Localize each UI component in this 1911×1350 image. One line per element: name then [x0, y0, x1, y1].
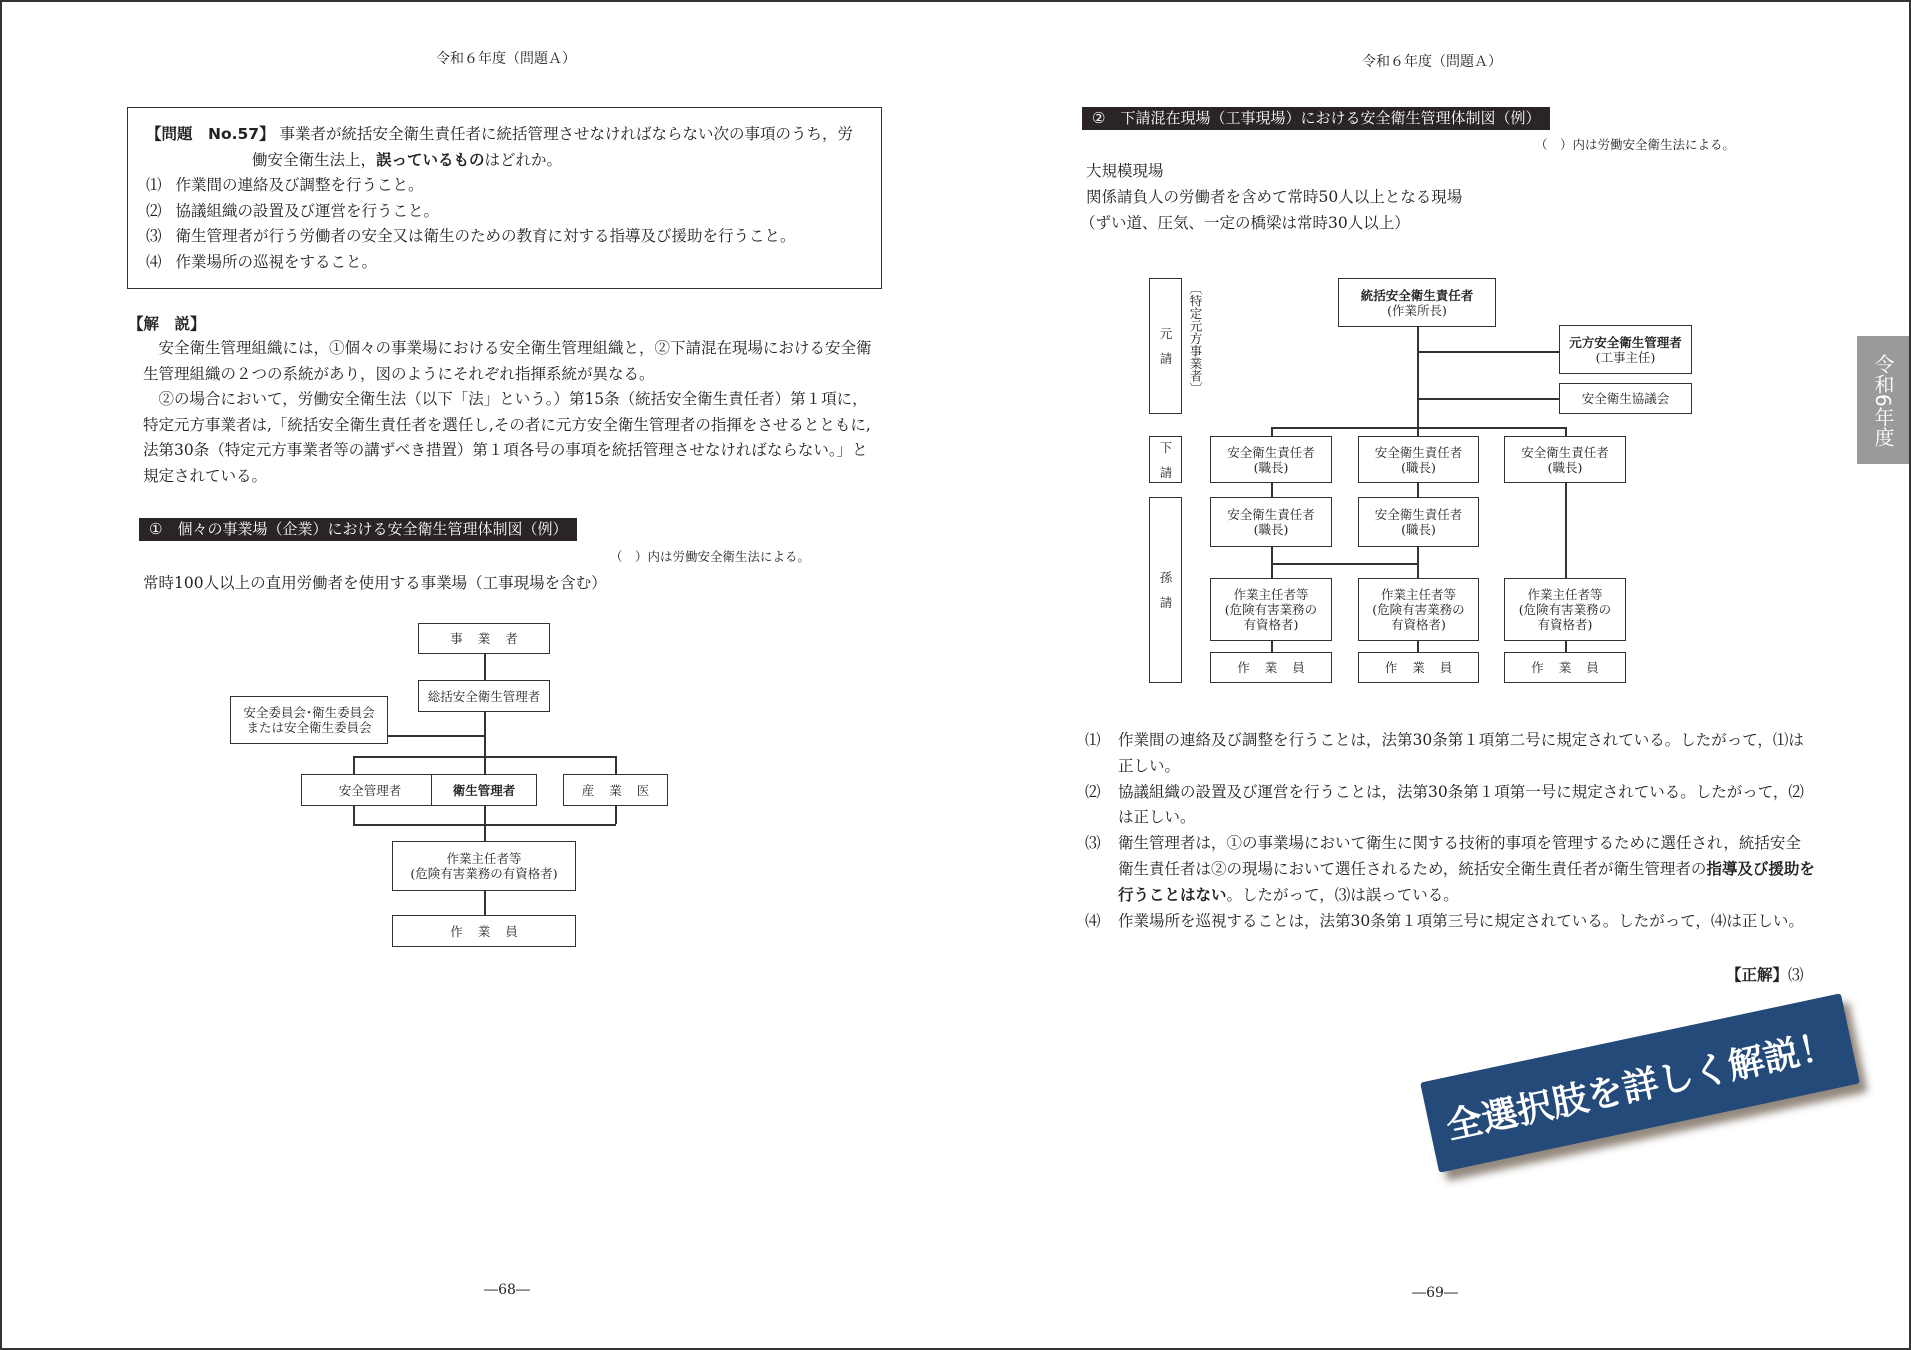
answer-item: ⑵ 協議組織の設置及び運営を行うことは，法第30条第１項第一号に規定されている。したがって，⑵は正しい。: [1085, 782, 1804, 827]
page-number-right: ―69―: [1412, 1285, 1458, 1301]
correct-answer: 【正解】⑶: [1726, 966, 1804, 984]
answer-item: ⑷ 作業場所を巡視することは，法第30条第１項第三号に規定されている。したがって，⑷は正しい。: [1085, 911, 1804, 930]
option: ⑴ 作業間の連絡及び調整を行うこと。: [146, 176, 424, 195]
org-box-subsub-responsible: 安全衛生責任者 (職長): [1210, 497, 1332, 547]
org-box-employer: 事業者: [418, 623, 550, 654]
answer-explanations: [1085, 728, 1815, 934]
diagram1-subtitle: 常時100人以上の直用労働者を使用する事業場（工事現場を含む）: [143, 574, 607, 592]
question-box: [127, 107, 882, 289]
org-box-chief: 作業主任者等 (危険有害業務の 有資格者): [1210, 578, 1332, 641]
org-box-subsub-responsible: 安全衛生責任者 (職長): [1358, 497, 1479, 547]
org-box-prime-manager: 元方安全衛生管理者 (工事主任): [1559, 325, 1692, 374]
org-box-health-manager: 衛生管理者: [431, 774, 537, 806]
diagram2-line1: 大規模現場: [1086, 162, 1164, 180]
page-header-left: 令和６年度（問題Ａ）: [436, 51, 576, 67]
explanation-paragraph: 安全衛生管理組織には，①個々の事業場における安全衛生管理組織と，②下請混在現場における安全衛生管理組織の２つの系統があり，図のようにそれぞれ指揮系統が異なる。: [143, 339, 872, 383]
tier-sub: 下 請: [1149, 436, 1182, 483]
org-box-sub-responsible: 安全衛生責任者 (職長): [1210, 436, 1332, 483]
org-box-chief: 作業主任者等 (危険有害業務の 有資格者): [1358, 578, 1479, 641]
tier-prime: 元 請: [1149, 278, 1182, 414]
answer-item: ⑴ 作業間の連絡及び調整を行うことは，法第30条第１項第二号に規定されている。したがって，⑴は正しい。: [1085, 731, 1804, 775]
diagram2-line3: （ずい道、圧気、一定の橋梁は常時30人以上）: [1080, 214, 1410, 232]
org-box-safety-manager: 安全管理者: [301, 774, 439, 806]
org-box-council: 安全衛生協議会: [1559, 383, 1692, 414]
connector-line: [1271, 563, 1418, 565]
option: ⑵ 協議組織の設置及び運営を行うこと。: [146, 201, 440, 220]
org-box-general-manager: 総括安全衛生管理者: [418, 680, 550, 712]
question-text: 【問題 No.57】 事業者が統括安全衛生責任者に統括管理させなければならない次の事項のうち，労働安全衛生法上，誤っているものはどれか。: [146, 125, 854, 169]
question-label: 【問題 No.57】: [146, 125, 275, 143]
explanation-heading: 【解 説】: [128, 315, 206, 333]
connector-line: [353, 824, 616, 826]
connector-line: [1271, 427, 1566, 429]
diagram2-note: （ ）内は労働安全衛生法による。: [1535, 137, 1736, 152]
org-box-chief: 作業主任者等 (危険有害業務の有資格者): [392, 841, 576, 891]
tier-prime-note: 〔特定元方事業者〕: [1188, 282, 1203, 395]
promo-label: 全選択肢を詳しく解説！: [1420, 993, 1860, 1172]
org-box-worker: 作業員: [1358, 652, 1479, 683]
diagram2-title: ② 下請混在現場（工事現場）における安全衛生管理体制図（例）: [1082, 107, 1550, 130]
org-box-sub-responsible: 安全衛生責任者 (職長): [1358, 436, 1479, 483]
page-number-left: ―68―: [484, 1282, 530, 1298]
org-box-sub-responsible: 安全衛生責任者 (職長): [1504, 436, 1626, 483]
org-box-worker: 作業員: [1210, 652, 1332, 683]
org-box-chief: 作業主任者等 (危険有害業務の 有資格者): [1504, 578, 1626, 641]
connector-line: [388, 735, 484, 737]
option: ⑷ 作業場所の巡視をすること。: [146, 252, 378, 271]
diagram1-title: ① 個々の事業場（企業）における安全衛生管理体制図（例）: [139, 518, 577, 541]
org-box-doctor: 産業医: [563, 774, 668, 806]
connector-line: [1417, 398, 1559, 400]
connector-line: [1417, 351, 1559, 353]
answer-item: ⑶ 衛生管理者は，①の事業場において衛生に関する技術的事項を管理するために選任され，統括安全衛生責任者は②の現場において選任されるため，統括安全衛生責任者が衛生管理者の指導及び援助を行うことはない。したがって，⑶は誤っている。: [1085, 834, 1815, 904]
explanation-paragraph: ②の場合において，労働安全衛生法（以下「法」という。）第15条（統括安全衛生責任者）第１項に，特定元方事業者は,「統括安全衛生責任者を選任し,その者に元方安全衛生管理者の指揮をさせるとともに,法第30条（特定元方事業者等の講ずべき措置）第１項各号の事項を統括管理させなければならない。」と規定されている。: [143, 390, 871, 485]
tier-subsub: 孫 請: [1149, 497, 1182, 683]
diagram1-note: （ ）内は労働安全衛生法による。: [610, 549, 811, 564]
option: ⑶ 衛生管理者が行う労働者の安全又は衛生のための教育に対する指導及び援助を行うこと。: [146, 227, 796, 246]
org-box-committee: 安全委員会･衛生委員会 または安全衛生委員会: [230, 696, 388, 744]
org-box-general-responsible: 統括安全衛生責任者 (作業所長): [1338, 278, 1496, 327]
side-tab: 令和6年度: [1857, 336, 1909, 464]
diagram2-line2: 関係請負人の労働者を含めて常時50人以上となる現場: [1086, 188, 1463, 206]
org-box-worker: 作業員: [1504, 652, 1626, 683]
org-box-worker: 作業員: [392, 915, 576, 947]
connector-line: [353, 756, 616, 758]
page-header-right: 令和６年度（問題Ａ）: [1362, 54, 1502, 70]
